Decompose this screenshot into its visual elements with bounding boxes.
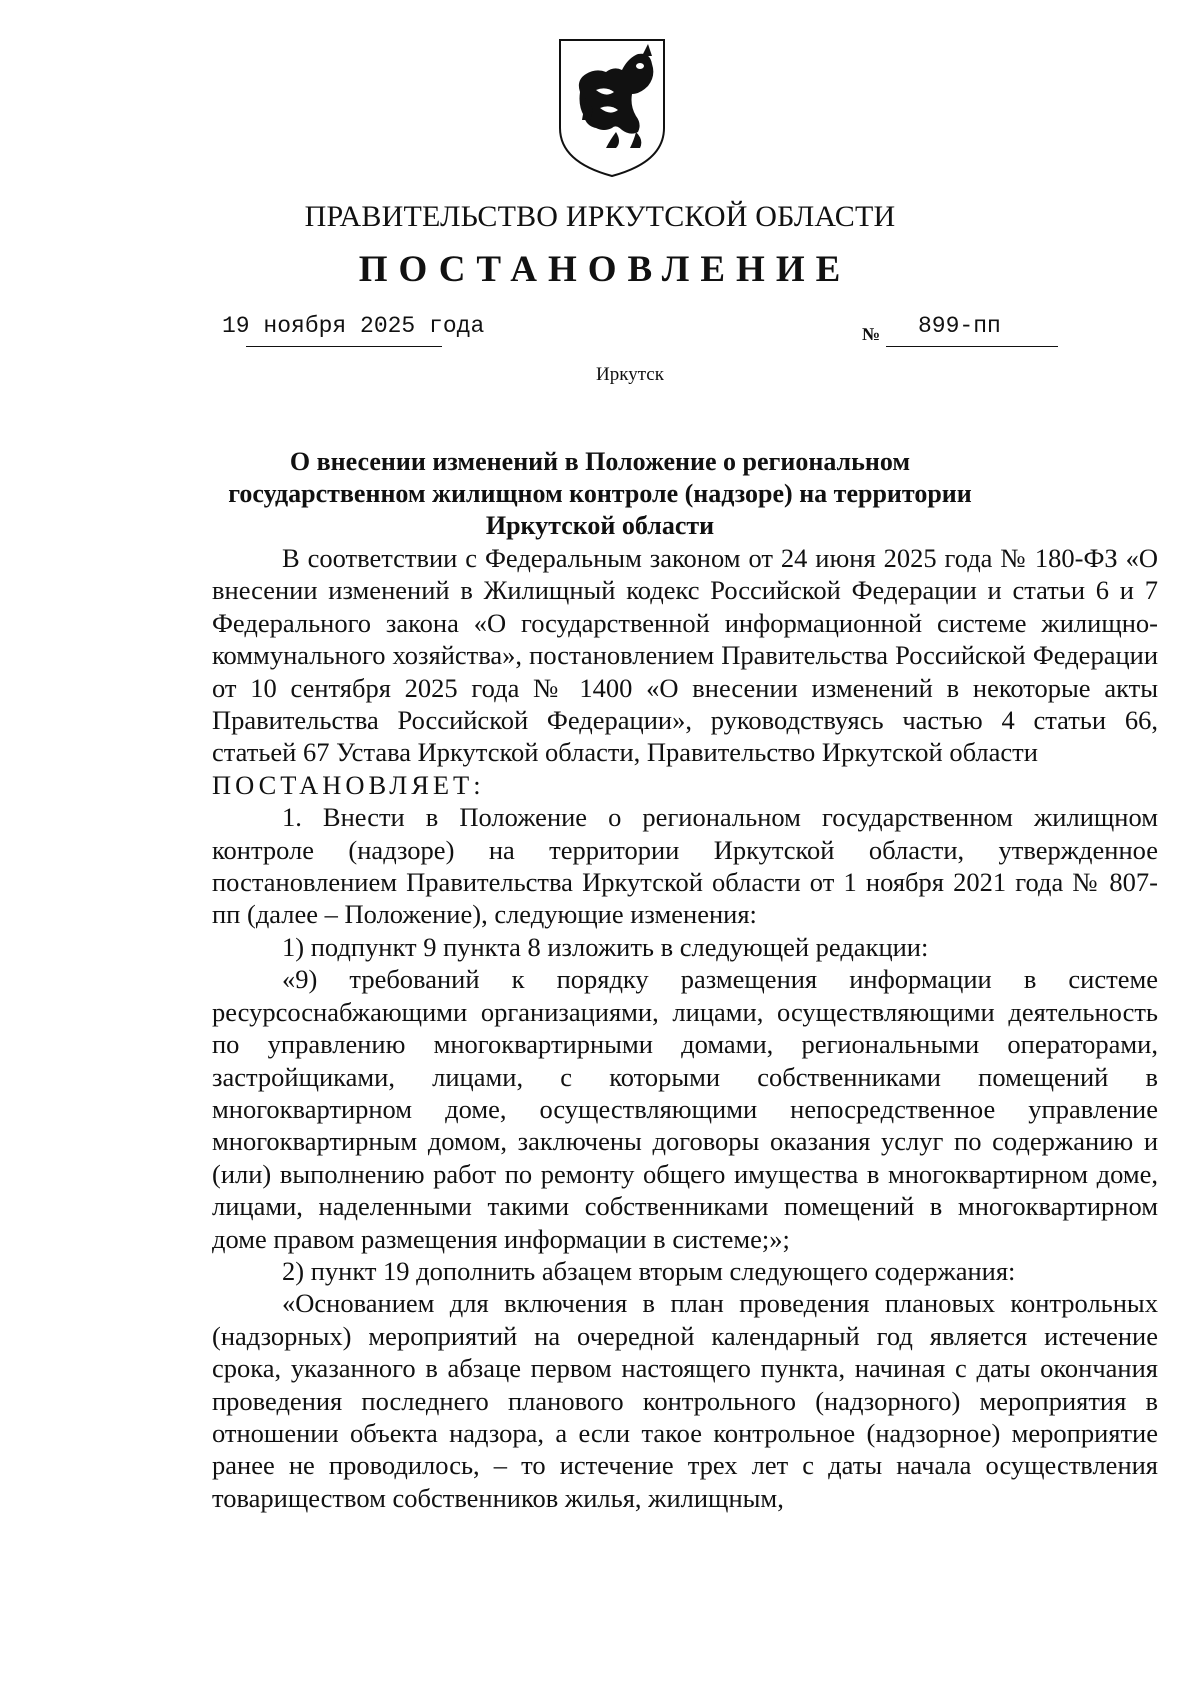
decree-word: ПОСТАНОВЛЯЕТ: <box>212 769 485 800</box>
date-underline <box>246 346 442 347</box>
document-number: 899-пп <box>918 313 1001 339</box>
preamble-paragraph: В соответствии с Федеральным законом от 24 июня 2025 года № 180-ФЗ «О внесении изменений в Жилищный кодекс Российской Федерации и статьи 6 и 7 Федерального закона «О государственной информационной системе жилищно-коммунального хозяйства», постановлением Правительства Российской Федерации от 10 сентября 2025 года № 1400 «О внесении изменений в некоторые акты Правительства Российской Федерации», руководствуясь частью 4 статьи 66, статьей 67 Устава Иркутской области, Правительство Иркутской области <box>212 543 1158 768</box>
number-sign: № <box>862 324 881 344</box>
document-date: 19 ноября 2025 года <box>222 313 485 339</box>
document-body <box>212 542 1158 1514</box>
quote-1-paragraph: «9) требований к порядку размещения информации в системе ресурсоснабжающими организациями, лицами, осуществляющими деятельность по управлению многоквартирными домами, региональными операторами, застройщиками, лицами, с которыми собственниками помещений в многоквартирном доме, осуществляющими непосредственное управление многоквартирным домом, заключены договоры оказания услуг по содержанию и (или) выполнению работ по ремонту общего имущества в многоквартирном доме, лицами, наделенными такими собственниками помещений в многоквартирном доме правом размещения информации в системе;»; <box>212 964 1158 1254</box>
item-1-paragraph: 1. Внести в Положение о региональном государственном жилищном контроле (надзоре) на территории Иркутской области, утвержденное постановлением Правительства Иркутской области от 1 ноября 2021 года № 807-пп (далее – Положение), следующие изменения: <box>212 802 1158 930</box>
government-title: ПРАВИТЕЛЬСТВО ИРКУТСКОЙ ОБЛАСТИ <box>304 200 896 233</box>
document-type: ПОСТАНОВЛЕНИЕ <box>358 249 852 290</box>
document-heading: О внесении изменений в Положение о региональном государственном жилищном контроле (надзоре) на территории Иркутской области <box>228 447 972 540</box>
subitem-2-paragraph: 2) пункт 19 дополнить абзацем вторым следующего содержания: <box>282 1255 1016 1286</box>
city-name: Иркутск <box>596 364 664 385</box>
subitem-1-paragraph: 1) подпункт 9 пункта 8 изложить в следующей редакции: <box>282 931 929 962</box>
quote-2-paragraph: «Основанием для включения в план проведения плановых контрольных (надзорных) мероприятий на очередной календарный год является истечение срока, указанного в абзаце первом настоящего пункта, начиная с даты окончания проведения последнего планового контрольного (надзорного) мероприятия в отношении объекта надзора, а если такое контрольное (надзорное) мероприятие ранее не проводилось, – то истечение трех лет с даты начала осуществления товариществом собственников жилья, жилищным, <box>212 1288 1158 1513</box>
number-underline <box>886 346 1058 347</box>
coat-of-arms-emblem <box>556 36 668 178</box>
